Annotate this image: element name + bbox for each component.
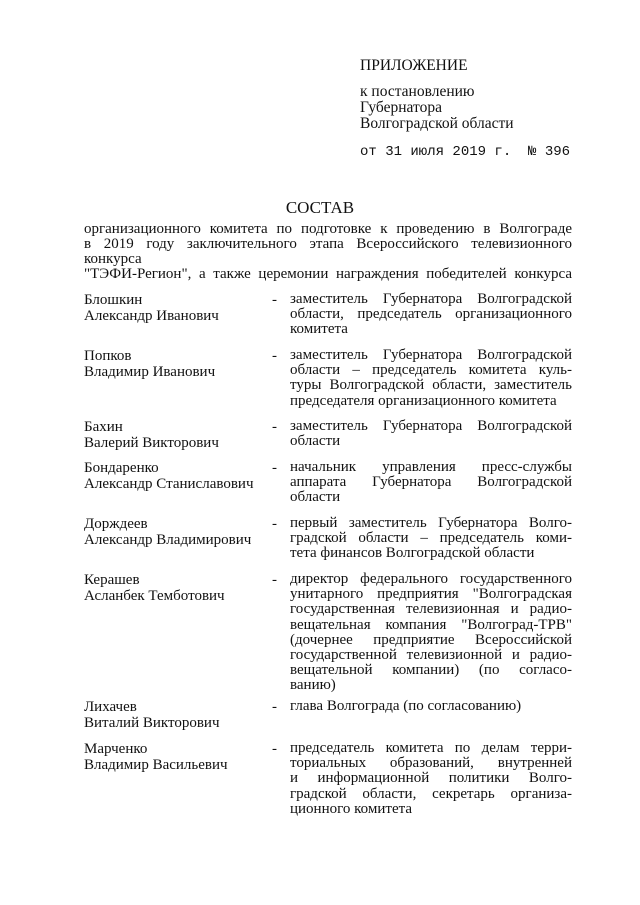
role-line: государственной телевизионной и радио- [290,647,572,664]
role-line: заместитель Губернатора Волгоградской [290,347,572,363]
role-line: глава Волгограда (по согласованию) [290,698,522,714]
appendix-line-2: Губернатора [360,99,442,116]
member-surname: Бахин [84,419,123,435]
member-name [84,348,215,380]
role-line: градской области, секретарь организа- [290,785,572,802]
separator-dash: - [272,699,277,715]
appendix-block [360,58,570,160]
separator-dash: - [272,419,277,435]
member-given-names: Александр Станиславович [84,476,254,492]
member-given-names: Александр Иванович [84,308,219,324]
member-given-names: Асланбек Темботович [84,588,225,604]
member-name [84,741,228,773]
separator-dash: - [272,572,277,588]
role-line: аппарата Губернатора Волгоградской [290,474,572,491]
member-surname: Дорждеев [84,516,148,532]
role-line: первый заместитель Губернатора Волго- [290,515,572,531]
role-line: комитета [290,321,348,338]
separator-dash: - [272,516,277,532]
member-name [84,460,254,492]
separator-dash: - [272,741,277,757]
member-role [290,572,572,694]
role-line: ционного комитета [290,800,413,817]
member-name [84,572,225,604]
member-role [290,741,572,817]
separator-dash: - [272,292,277,308]
member-role [290,292,572,338]
member-surname: Блошкин [84,292,143,308]
role-line: градской области – председатель коми- [290,530,572,547]
role-line: начальник управления пресс-службы [290,459,572,475]
member-role [290,460,572,506]
member-given-names: Александр Владимирович [84,532,252,548]
separator-dash: - [272,348,277,364]
member-surname: Лихачев [84,699,137,715]
member-surname: Попков [84,348,132,364]
role-line: заместитель Губернатора Волгоградской [290,291,572,307]
member-given-names: Владимир Иванович [84,364,216,380]
role-line: директор федерального государственного [290,571,572,587]
role-line: унитарного предприятия "Волгоградская [290,586,572,603]
member-role [290,419,572,449]
role-line: (дочернее предприятие Всероссийской [290,631,572,648]
member-role [290,516,572,562]
subtitle-line: "ТЭФИ-Регион", а также церемонии награждения победителей конкурса [84,266,572,282]
role-line: и информационной политики Волго- [290,770,572,787]
role-line: председателя организационного комитета [290,392,557,409]
role-line: области, председатель организационного [290,306,572,323]
member-given-names: Владимир Васильевич [84,757,228,773]
document-subtitle [84,222,572,282]
member-given-names: Валерий Викторович [84,435,219,451]
decree-date-number: от 31 июля 2019 г. № 396 [360,144,571,160]
member-surname: Бондаренко [84,460,159,476]
role-line: вещательной компании) (по согласо- [290,662,572,679]
appendix-title: ПРИЛОЖЕНИЕ [360,57,468,74]
role-line: туры Волгоградской области, заместитель [290,377,572,394]
role-line: ториальных образований, внутренней [290,755,572,772]
member-name [84,292,219,324]
appendix-line-1: к постановлению [360,83,475,100]
role-line: вещательная компания "Волгоград-ТРВ" [290,616,572,633]
member-given-names: Виталий Викторович [84,715,220,731]
member-surname: Керашев [84,572,140,588]
document-heading: СОСТАВ [285,198,355,217]
subtitle-line: организационного комитета по подготовке к проведению в Волгограде [84,221,572,237]
role-line: тета финансов Волгоградской области [290,545,535,562]
separator-dash: - [272,460,277,476]
member-name [84,516,251,548]
member-name [84,699,219,731]
subtitle-line: в 2019 году заключительного этапа Всероссийского телевизионного конкурса [84,236,572,267]
member-surname: Марченко [84,741,148,757]
member-role [290,699,572,714]
member-name [84,419,219,451]
member-role [290,348,572,409]
role-line: заместитель Губернатора Волгоградской [290,418,572,434]
role-line: председатель комитета по делам терри- [290,740,572,756]
role-line: ванию) [290,677,336,694]
role-line: области [290,433,341,450]
role-line: государственная телевизионная и радио- [290,601,572,618]
role-line: области – председатель комитета куль- [290,362,572,379]
role-line: области [290,489,341,506]
appendix-line-3: Волгоградской области [360,115,514,132]
